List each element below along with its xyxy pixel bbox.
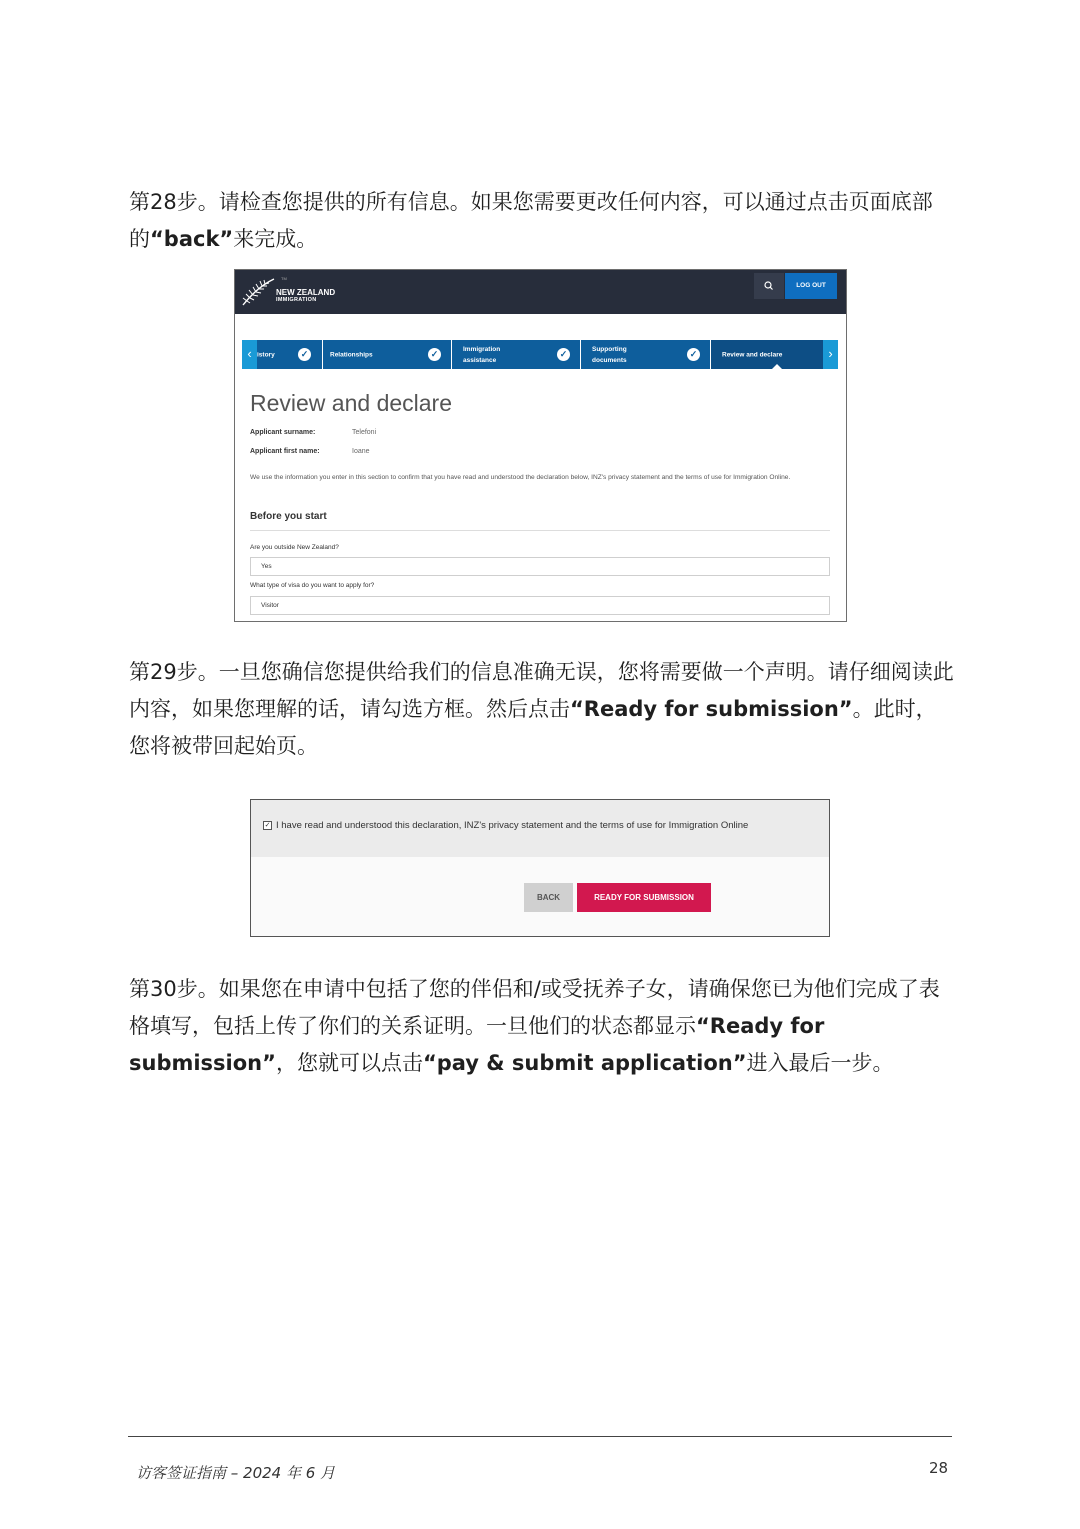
- logout-button[interactable]: LOG OUT: [785, 273, 837, 299]
- chevron-right-icon: ›: [828, 346, 833, 361]
- checkmark-icon: ✓: [298, 348, 311, 361]
- logo-subtext: IMMIGRATION: [276, 297, 317, 303]
- section-divider: [250, 530, 830, 531]
- step30-text: 第30步。如果您在申请中包括了您的伴侣和/或受抚养子女，请确保您已为他们完成了表格填写，包括上传了你们的关系证明。一旦他们的状态都显示“Ready for submission”，您就可以点击“pay & submit application”进入最后一步。: [129, 977, 940, 1075]
- question-outside-nz: Are you outside New Zealand?: [250, 544, 339, 551]
- surname-label: Applicant surname:: [250, 429, 316, 436]
- declaration-screenshot: [250, 799, 830, 937]
- declaration-panel: [251, 800, 829, 857]
- step-immigration-assistance[interactable]: Immigration assistance ✓: [451, 340, 581, 369]
- step-relationships[interactable]: Relationships ✓: [322, 340, 452, 369]
- progress-steps: [242, 340, 838, 369]
- checkmark-icon: ✓: [264, 822, 271, 829]
- page-title: Review and declare: [250, 390, 453, 416]
- search-icon: [754, 273, 784, 299]
- surname-value: Telefoni: [352, 429, 377, 436]
- steps-prev-button[interactable]: [242, 340, 257, 369]
- chevron-left-icon: ‹: [247, 346, 252, 361]
- outside-nz-field[interactable]: Yes: [250, 557, 830, 576]
- ready-for-submission-button[interactable]: READY FOR SUBMISSION: [577, 883, 711, 912]
- search-button[interactable]: [754, 273, 784, 299]
- section-description: We use the information you enter in this section to confirm that you have read and understood the declaration below, INZ's privacy statement and the terms of use for Immigration Online.: [250, 474, 791, 481]
- declaration-checkbox[interactable]: [263, 821, 272, 830]
- section-heading: Before you start: [250, 511, 327, 522]
- review-declare-screenshot: [234, 269, 847, 622]
- fern-logo-icon: [241, 277, 275, 307]
- footer-title: 访客签证指南 – 2024 年 6 月: [136, 1464, 336, 1482]
- step-review-and-declare[interactable]: Review and declare: [710, 340, 824, 369]
- active-step-pointer: [771, 364, 783, 370]
- steps-next-button[interactable]: [823, 340, 838, 369]
- step29-text: 第29步。一旦您确信您提供给我们的信息准确无误，您将需要做一个声明。请仔细阅读此内容，如果您理解的话，请勾选方框。然后点击“Ready for submission”。此时，您将被带回起始页。: [129, 660, 954, 758]
- footer-divider: [128, 1436, 952, 1437]
- checkmark-icon: ✓: [687, 348, 700, 361]
- back-button[interactable]: BACK: [524, 883, 573, 912]
- page-number: 28: [929, 1459, 949, 1477]
- trademark-mark: TM: [281, 276, 287, 281]
- visa-type-field[interactable]: Visitor: [250, 596, 830, 615]
- step-history[interactable]: istory ✓: [257, 340, 322, 369]
- checkmark-icon: ✓: [557, 348, 570, 361]
- step-supporting-documents[interactable]: Supporting documents ✓: [580, 340, 711, 369]
- checkmark-icon: ✓: [428, 348, 441, 361]
- logo-text: NEW ZEALAND: [276, 288, 336, 297]
- firstname-label: Applicant first name:: [250, 448, 320, 455]
- firstname-value: Ioane: [352, 448, 370, 455]
- declaration-text: I have read and understood this declaration, INZ's privacy statement and the terms of use for Immigration Online: [276, 820, 749, 831]
- step28-text: 第28步。请检查您提供的所有信息。如果您需要更改任何内容，可以通过点击页面底部的“back”来完成。: [129, 190, 933, 251]
- site-header: [235, 270, 846, 314]
- question-visa-type: What type of visa do you want to apply for?: [250, 582, 375, 589]
